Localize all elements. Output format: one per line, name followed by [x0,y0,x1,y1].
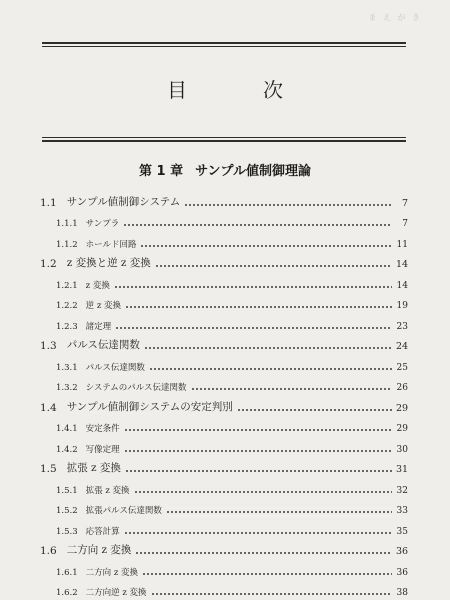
toc-entry-number: 1.1.1 [56,219,78,229]
toc-page-number: 23 [396,321,408,332]
page-title: 目 次 [167,78,311,102]
toc-entry-number: 1.2.2 [56,301,78,311]
chapter-heading [0,160,450,179]
toc-page-number: 7 [402,219,408,229]
toc-section-entry[interactable] [40,188,408,209]
toc-entry-number: 1.4 [40,401,57,414]
toc-entry-title: 拡張 z 変換 [85,485,130,496]
dot-leader [125,470,392,472]
toc-entry-title: 応答計算 [85,526,120,537]
toc-entry-title: サンプル値制御システム [66,195,181,208]
toc-entry-number: 1.5 [40,463,57,475]
toc-entry-number: 1.3 [40,340,57,352]
toc-subsection-entry[interactable] [40,475,408,496]
toc-section-entry[interactable] [40,393,408,414]
toc-entry-title: サンプル値制御システムの安定判別 [66,400,233,413]
toc-page-number: 33 [396,506,408,516]
toc-subsection-entry[interactable] [40,373,408,394]
top-rule-thick [42,42,406,44]
toc-subsection-entry[interactable] [40,352,408,373]
toc-entry-number: 1.2.3 [56,321,78,332]
toc-page-number: 26 [396,383,408,393]
toc-subsection-entry[interactable] [40,414,408,435]
toc-entry-number: 1.2 [40,258,57,270]
toc-entry-title: サンプラ [85,219,120,229]
dot-leader [135,552,392,554]
dot-leader [114,286,392,288]
toc-entry-number: 1.4.1 [56,424,78,434]
toc-entry-title: パルス伝達関数 [66,339,140,351]
toc-subsection-entry[interactable] [40,434,408,455]
toc-entry-number: 1.1.2 [56,239,78,250]
dot-leader [124,429,392,431]
toc-section-entry[interactable] [40,537,408,558]
toc-section-entry[interactable] [40,250,408,271]
toc-page-number: 29 [396,402,409,414]
toc-page-number: 14 [396,280,408,291]
toc-section-entry[interactable] [40,332,408,353]
toc-subsection-entry[interactable] [40,496,408,517]
toc-entry-number: 1.1 [40,196,57,209]
dot-leader [134,491,392,493]
toc-entry-number: 1.2.1 [56,280,78,291]
toc-page-number: 11 [396,239,408,250]
running-head: ま え が き [368,13,422,22]
toc-page-number: 24 [396,341,409,352]
dot-leader [149,368,392,370]
toc-page-number: 36 [396,546,409,557]
toc-subsection-entry[interactable] [40,557,408,578]
toc-entry-title: 写像定理 [85,444,120,455]
toc-entry-title: 二方向 z 変換 [85,567,139,578]
dot-leader [124,532,392,534]
toc-entry-title: ホールド回路 [85,239,137,250]
toc-entry-number: 1.6.1 [56,567,78,578]
toc-page-number: 35 [396,526,408,537]
toc-entry-title: 逆 z 変換 [85,301,122,311]
bottom-rule-thick [42,140,406,142]
toc-subsection-entry[interactable] [40,311,408,332]
toc-page-number: 25 [396,362,408,373]
toc-page-number: 32 [396,485,408,496]
toc-entry-title: 安定条件 [85,424,120,434]
dot-leader [184,204,392,206]
toc-entry-number: 1.5.1 [56,485,78,496]
dot-leader [124,450,392,452]
dot-leader [115,327,392,329]
toc-entry-title: z 変換 [85,280,110,291]
dot-leader [123,224,392,226]
toc-page-number: 36 [396,567,408,578]
toc-section-entry[interactable] [40,455,408,476]
toc-page-number: 29 [396,424,408,434]
toc-page-number: 38 [396,588,408,598]
dot-leader [140,245,392,247]
toc-subsection-entry[interactable] [40,209,408,230]
toc-subsection-entry[interactable] [40,291,408,312]
toc-entry-title: 二方向 z 変換 [66,544,132,556]
dot-leader [237,409,392,411]
toc-entry-number: 1.3.2 [56,383,78,393]
table-of-contents [40,188,408,598]
dot-leader [166,511,392,513]
dot-leader [151,593,392,595]
toc-entry-title: 拡張パルス伝達関数 [85,506,162,516]
toc-subsection-entry[interactable] [40,270,408,291]
toc-entry-title: システムのパルス伝達関数 [85,383,187,393]
toc-entry-number: 1.3.1 [56,362,78,373]
toc-entry-title: 二方向逆 z 変換 [85,588,147,598]
chapter-number: 第 1 章 [139,164,184,179]
toc-entry-number: 1.6 [40,545,57,557]
chapter-title: サンプル値制御理論 [195,164,311,179]
toc-entry-title: z 変換と逆 z 変換 [66,257,151,269]
toc-subsection-entry[interactable] [40,578,408,599]
toc-entry-title: 拡張 z 変換 [66,462,121,474]
toc-entry-number: 1.6.2 [56,588,78,598]
toc-entry-number: 1.4.2 [56,444,78,455]
toc-entry-number: 1.5.2 [56,506,78,516]
dot-leader [142,573,392,575]
toc-page-number: 14 [396,259,409,270]
dot-leader [155,265,392,267]
toc-entry-number: 1.5.3 [56,526,78,537]
dot-leader [125,306,392,308]
dot-leader [144,347,392,349]
toc-entry-title: 諸定理 [85,321,112,332]
dot-leader [191,388,392,390]
bottom-rule-thin [42,137,406,138]
toc-page-number: 19 [396,301,408,311]
toc-page-number: 7 [401,197,408,209]
top-rule-thin [42,46,406,47]
toc-page-number: 31 [396,464,409,475]
toc-page-number: 30 [396,444,408,455]
toc-subsection-entry[interactable] [40,229,408,250]
toc-entry-title: パルス伝達関数 [85,362,145,373]
toc-subsection-entry[interactable] [40,516,408,537]
